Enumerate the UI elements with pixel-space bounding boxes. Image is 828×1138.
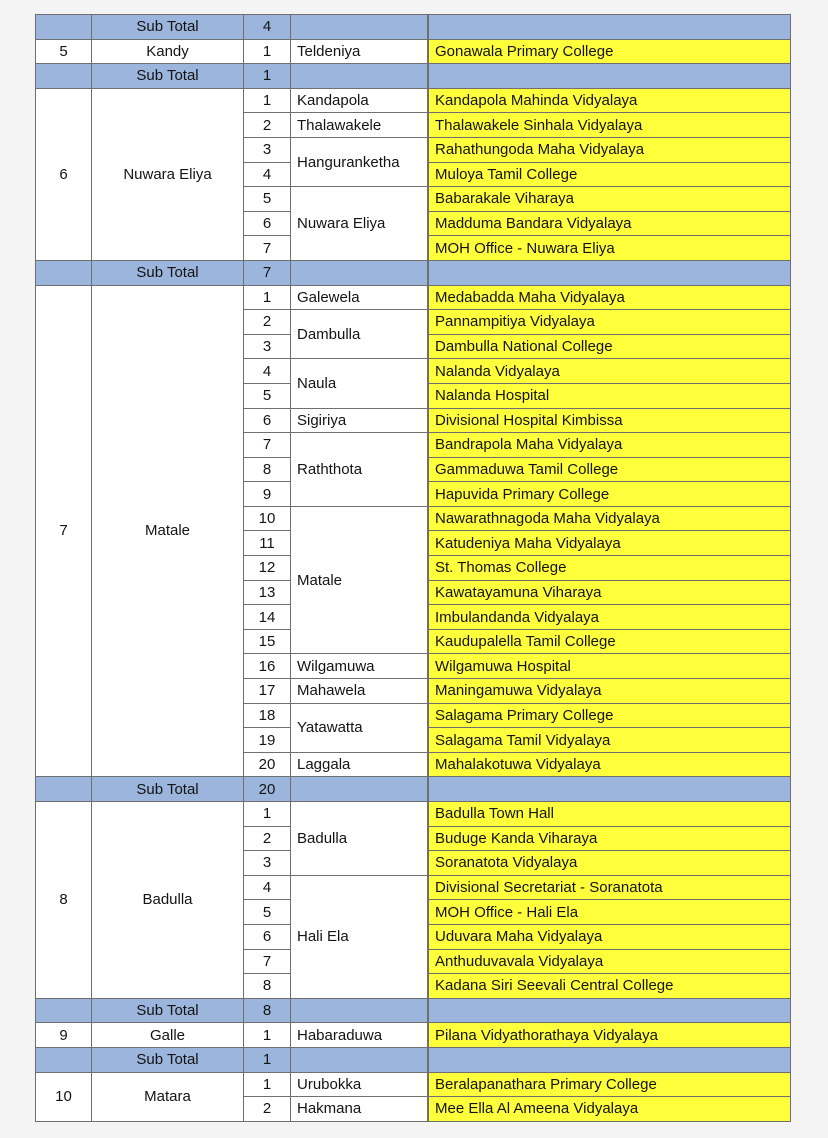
location-name: Kandapola Mahinda Vidyalaya [427, 88, 790, 113]
row-number: 3 [243, 137, 290, 162]
subtotal-area-cell [290, 776, 427, 801]
area-name: Hakmana [290, 1096, 427, 1121]
row-number: 7 [243, 432, 290, 457]
area-name: Hanguranketha [290, 137, 427, 186]
district-number: 9 [35, 1022, 91, 1047]
area-name: Urubokka [290, 1072, 427, 1097]
row-number: 1 [243, 88, 290, 113]
location-name: Anthuduvavala Vidyalaya [427, 949, 790, 974]
subtotal-count: 4 [243, 14, 290, 39]
subtotal-location-cell [427, 260, 790, 285]
subtotal-area-cell [290, 63, 427, 88]
row-number: 17 [243, 678, 290, 703]
area-name: Naula [290, 358, 427, 407]
subtotal-count: 1 [243, 1047, 290, 1072]
row-number: 5 [243, 383, 290, 408]
subtotal-label: Sub Total [91, 14, 243, 39]
row-number: 18 [243, 703, 290, 728]
row-number: 10 [243, 506, 290, 531]
district-name: Kandy [91, 39, 243, 64]
district-name: Matara [91, 1072, 243, 1121]
subtotal-no-cell [35, 63, 91, 88]
location-name: Beralapanathara Primary College [427, 1072, 790, 1097]
location-name: Kadana Siri Seevali Central College [427, 973, 790, 998]
subtotal-count: 1 [243, 63, 290, 88]
location-name: Dambulla National College [427, 334, 790, 359]
area-name: Badulla [290, 801, 427, 875]
area-name: Teldeniya [290, 39, 427, 64]
subtotal-label: Sub Total [91, 776, 243, 801]
row-number: 2 [243, 112, 290, 137]
area-name: Dambulla [290, 309, 427, 358]
area-name: Raththota [290, 432, 427, 506]
row-number: 4 [243, 162, 290, 187]
district-name: Matale [91, 285, 243, 777]
area-name: Laggala [290, 752, 427, 777]
location-name: Rahathungoda Maha Vidyalaya [427, 137, 790, 162]
subtotal-no-cell [35, 260, 91, 285]
row-number: 4 [243, 875, 290, 900]
subtotal-label: Sub Total [91, 998, 243, 1023]
row-number: 7 [243, 235, 290, 260]
row-number: 20 [243, 752, 290, 777]
location-name: Nalanda Hospital [427, 383, 790, 408]
location-name: Pilana Vidyathorathaya Vidyalaya [427, 1022, 790, 1047]
location-name: Kaudupalella Tamil College [427, 629, 790, 654]
area-name: Matale [290, 506, 427, 654]
area-name: Kandapola [290, 88, 427, 113]
row-number: 6 [243, 408, 290, 433]
location-name: Mahalakotuwa Vidyalaya [427, 752, 790, 777]
row-number: 3 [243, 334, 290, 359]
subtotal-location-cell [427, 1047, 790, 1072]
location-name: Wilgamuwa Hospital [427, 653, 790, 678]
subtotal-count: 7 [243, 260, 290, 285]
row-number: 14 [243, 604, 290, 629]
location-name: Mee Ella Al Ameena Vidyalaya [427, 1096, 790, 1121]
location-name: Nalanda Vidyalaya [427, 358, 790, 383]
row-number: 2 [243, 826, 290, 851]
district-name: Nuwara Eliya [91, 88, 243, 260]
subtotal-location-cell [427, 998, 790, 1023]
subtotal-no-cell [35, 1047, 91, 1072]
location-name: Gonawala Primary College [427, 39, 790, 64]
row-number: 6 [243, 211, 290, 236]
location-name: Uduvara Maha Vidyalaya [427, 924, 790, 949]
row-number: 13 [243, 580, 290, 605]
area-name: Hali Ela [290, 875, 427, 998]
location-name: Bandrapola Maha Vidyalaya [427, 432, 790, 457]
row-number: 5 [243, 186, 290, 211]
subtotal-no-cell [35, 776, 91, 801]
location-name: Maningamuwa Vidyalaya [427, 678, 790, 703]
location-name: Madduma Bandara Vidyalaya [427, 211, 790, 236]
row-number: 8 [243, 457, 290, 482]
area-name: Habaraduwa [290, 1022, 427, 1047]
row-number: 6 [243, 924, 290, 949]
row-number: 19 [243, 727, 290, 752]
subtotal-location-cell [427, 63, 790, 88]
subtotal-area-cell [290, 1047, 427, 1072]
location-name: Imbulandanda Vidyalaya [427, 604, 790, 629]
subtotal-area-cell [290, 998, 427, 1023]
row-number: 9 [243, 481, 290, 506]
subtotal-location-cell [427, 14, 790, 39]
subtotal-count: 8 [243, 998, 290, 1023]
subtotal-label: Sub Total [91, 63, 243, 88]
row-number: 5 [243, 899, 290, 924]
location-name: Katudeniya Maha Vidyalaya [427, 530, 790, 555]
district-name: Galle [91, 1022, 243, 1047]
row-number: 1 [243, 1022, 290, 1047]
row-number: 1 [243, 39, 290, 64]
location-name: Salagama Primary College [427, 703, 790, 728]
location-name: Muloya Tamil College [427, 162, 790, 187]
row-number: 1 [243, 1072, 290, 1097]
locations-table [35, 14, 791, 1122]
location-name: St. Thomas College [427, 555, 790, 580]
row-number: 1 [243, 801, 290, 826]
subtotal-area-cell [290, 260, 427, 285]
row-number: 11 [243, 530, 290, 555]
area-name: Nuwara Eliya [290, 186, 427, 260]
area-name: Sigiriya [290, 408, 427, 433]
row-number: 8 [243, 973, 290, 998]
subtotal-label: Sub Total [91, 260, 243, 285]
location-name: MOH Office - Nuwara Eliya [427, 235, 790, 260]
location-name: Kawatayamuna Viharaya [427, 580, 790, 605]
area-name: Thalawakele [290, 112, 427, 137]
location-name: Pannampitiya Vidyalaya [427, 309, 790, 334]
subtotal-count: 20 [243, 776, 290, 801]
location-name: Thalawakele Sinhala Vidyalaya [427, 112, 790, 137]
district-name: Badulla [91, 801, 243, 998]
location-name: MOH Office - Hali Ela [427, 899, 790, 924]
location-name: Babarakale Viharaya [427, 186, 790, 211]
location-name: Nawarathnagoda Maha Vidyalaya [427, 506, 790, 531]
row-number: 16 [243, 653, 290, 678]
row-number: 7 [243, 949, 290, 974]
subtotal-location-cell [427, 776, 790, 801]
location-name: Divisional Secretariat - Soranatota [427, 875, 790, 900]
district-number: 5 [35, 39, 91, 64]
row-number: 12 [243, 555, 290, 580]
subtotal-no-cell [35, 998, 91, 1023]
district-number: 6 [35, 88, 91, 260]
location-name: Buduge Kanda Viharaya [427, 826, 790, 851]
area-name: Yatawatta [290, 703, 427, 752]
location-name: Salagama Tamil Vidyalaya [427, 727, 790, 752]
area-name: Wilgamuwa [290, 653, 427, 678]
row-number: 4 [243, 358, 290, 383]
subtotal-area-cell [290, 14, 427, 39]
location-name: Gammaduwa Tamil College [427, 457, 790, 482]
district-number: 8 [35, 801, 91, 998]
location-name: Badulla Town Hall [427, 801, 790, 826]
district-number: 7 [35, 285, 91, 777]
row-number: 2 [243, 1096, 290, 1121]
row-number: 2 [243, 309, 290, 334]
location-name: Medabadda Maha Vidyalaya [427, 285, 790, 310]
subtotal-no-cell [35, 14, 91, 39]
location-name: Soranatota Vidyalaya [427, 850, 790, 875]
row-number: 15 [243, 629, 290, 654]
district-number: 10 [35, 1072, 91, 1121]
area-name: Galewela [290, 285, 427, 310]
location-name: Divisional Hospital Kimbissa [427, 408, 790, 433]
row-number: 1 [243, 285, 290, 310]
area-name: Mahawela [290, 678, 427, 703]
location-name: Hapuvida Primary College [427, 481, 790, 506]
row-number: 3 [243, 850, 290, 875]
subtotal-label: Sub Total [91, 1047, 243, 1072]
